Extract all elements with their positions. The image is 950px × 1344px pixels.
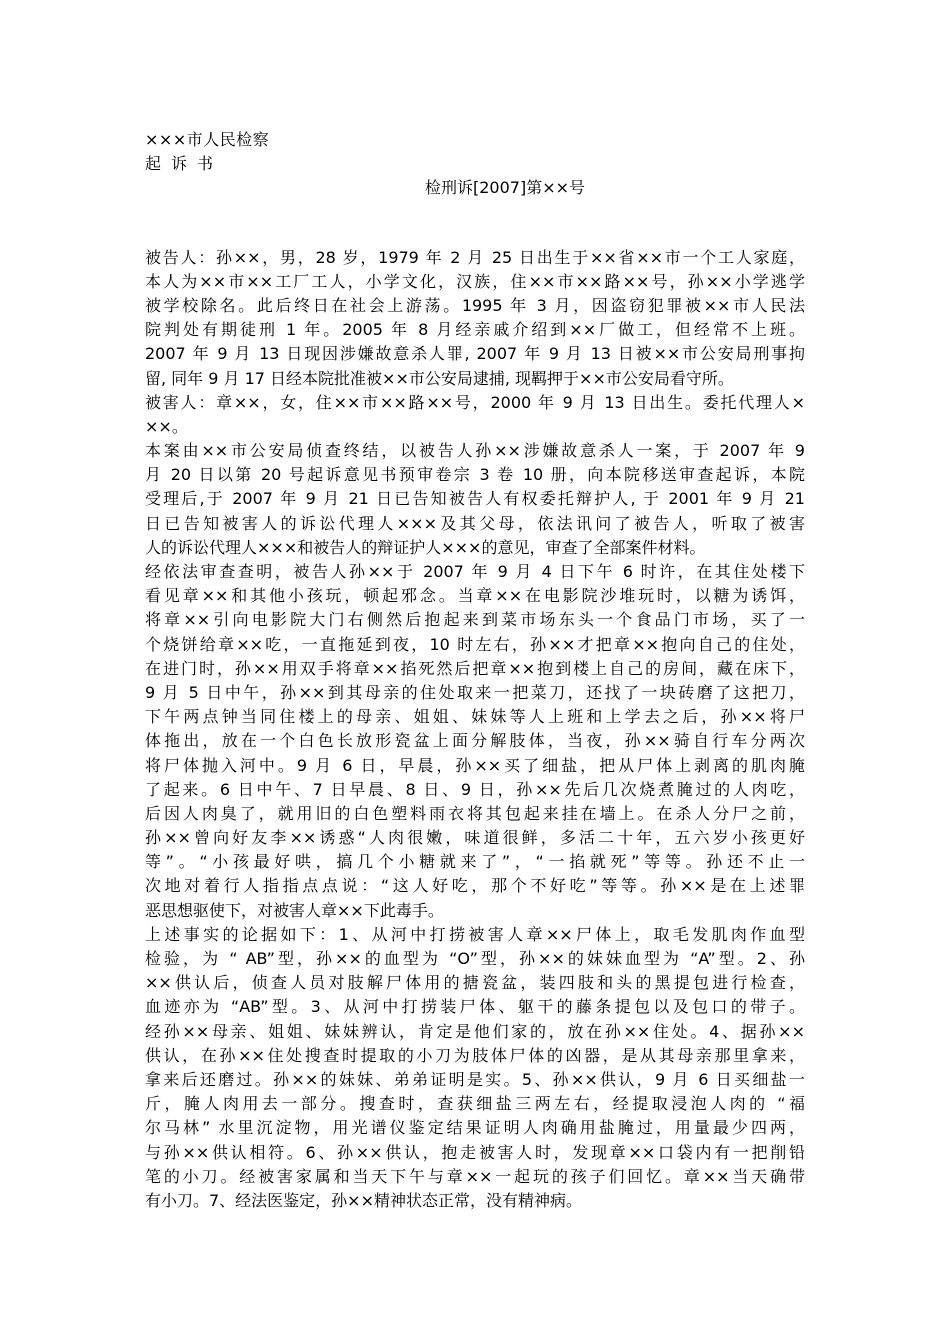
text-line: 将章××引向电影院大门右侧然后抱起来到菜市场东头一个食品门市场，买了一 [145,610,805,630]
text-line: 尔马林” 水里沉淀物，用光谱仪鉴定结果证明人肉确用盐腌过，用量最少四两， [145,1118,805,1138]
paragraph-facts [145,560,805,923]
text-line: 将尸体抛入河中。9 月 6 日，早晨，孙××买了细盐，把从尸体上剥离的肌肉腌 [145,755,805,775]
text-line: 日已告知被害人的诉讼代理人×××及其父母，依法讯问了被告人，听取了被害 [145,513,805,533]
text-line: 笔的小刀。经被害家属和当天下午与章××一起玩的孩子们回忆。章××当天确带 [145,1166,805,1186]
text-line: 与孙××供认相符。6、孙××供认，抱走被害人时，发现章××口袋内有一把削铅 [145,1142,805,1162]
text-line: 有小刀。7、经法医鉴定，孙××精神状态正常，没有精神病。 [145,1190,582,1210]
text-line: 在进门时，孙××用双手将章××掐死然后把章××抱到楼上自己的房间，藏在床下， [145,658,805,678]
text-line: 检验，为 “ AB”型，孙××的血型为 “O”型，孙××的妹妹血型为 “A”型。2、孙 [145,949,805,968]
text-line: 血迹亦为 “AB”型。3、从河中打捞装尸体、躯干的藤条提包以及包口的带子。 [145,997,805,1017]
text-line: 后因人肉臭了，就用旧的白色塑料雨衣将其包起来挂在墙上。在杀人分尸之前， [145,803,805,823]
document-body [145,128,805,1213]
paragraph-evidence [145,923,805,1213]
paragraph-victim [145,391,805,439]
text-line: 受理后,于 2007 年 9 月 21 日已告知被告人有权委托辩护人, 于 2001 年 9 月 21 [145,489,805,509]
text-line: 下午两点钟当同住楼上的母亲、姐姐、妹妹等人上班和上学去之后，孙××将尸 [145,707,805,727]
organization-name: ×××市人民检察 [145,130,270,149]
text-line: 人的诉讼代理人×××和被告人的辩证护人×××的意见，审查了全部案件材料。 [145,537,706,557]
text-line: 经孙××母亲、姐姐、妹妹辨认，肯定是他们家的，放在孙××住处。4、据孙×× [145,1021,805,1041]
text-line: 9 月 5 日中午，孙××到其母亲的住处取来一把菜刀，还找了一块砖磨了这把刀， [145,682,805,702]
text-line: ××。 [145,416,188,436]
text-line: 个烧饼给章××吃，一直拖延到夜，10 时左右，孙××才把章××抱向自己的住处， [145,634,805,654]
text-line: 被学校除名。此后终日在社会上游荡。1995 年 3 月，因盗窃犯罪被××市人民法 [145,295,805,315]
text-line: 孙××曾向好友李××诱惑“人肉很嫩，味道很鲜，多活二十年，五六岁小孩更好 [145,828,805,848]
paragraph-case-origin [145,439,805,560]
text-line: 经依法审查查明，被告人孙××于 2007 年 9 月 4 日下午 6 时许，在其住处楼下 [145,562,805,581]
text-line: ××供认后，侦查人员对肢解尸体用的搪瓷盆，装四肢和头的黑提包进行检查， [145,973,805,993]
text-line: 看见章××和其他小孩玩，顿起邪念。当章××在电影院沙堆玩时，以糖为诱饵， [145,586,805,606]
text-line: 了起来。6 日中午、7 日早晨、8 日、9 日，孙××先后几次烧煮腌过的人肉吃， [145,779,805,799]
text-line: 留, 同年 9 月 17 日经本院批准被××市公安局逮捕, 现羁押于××市公安局看守所。 [145,368,734,388]
text-line: 等”。“小孩最好哄，搞几个小糖就来了”，“一掐就死”等等。孙还不止一 [145,852,805,872]
paragraph-defendant [145,246,805,391]
text-line: 上述事实的论据如下：1、从河中打捞被害人章××尸体上，取毛发肌肉作血型 [145,924,805,944]
document-type: 起诉书 [145,154,224,174]
text-line: 供认，在孙××住处搜查时提取的小刀为肢体尸体的凶器，是从其母亲那里拿来， [145,1045,805,1065]
text-line: 月 20 日以第 20 号起诉意见书预审卷宗 3 卷 10 册，向本院移送审查起诉，本院 [145,465,805,485]
document-paragraphs [145,246,805,1214]
blank-spacer [145,201,805,246]
document-number: 检刑诉[2007]第××号 [424,178,586,198]
text-line: 本案由××市公安局侦查终结，以被告人孙××涉嫌故意杀人一案，于 2007 年 9 [145,441,805,461]
text-line: 斤，腌人肉用去一部分。搜查时，查获细盐三两左右，经提取浸泡人肉的 “福 [145,1094,805,1114]
text-line: 本人为××市××工厂工人，小学文化，汉族，住××市××路××号，孙××小学逃学 [145,271,805,291]
text-line: 拿来后还磨过。孙××的妹妹、弟弟证明是实。5、孙××供认，9 月 6 日买细盐一 [145,1069,805,1089]
text-line: 2007 年 9 月 13 日现因涉嫌故意杀人罪, 2007 年 9 月 13 日被××市公安局刑事拘 [145,344,805,364]
text-line: 被告人：孙××，男，28 岁，1979 年 2 月 25 日出生于××省××市一个工人家庭， [145,247,805,267]
text-line: 院判处有期徒刑 1 年。2005 年 8 月经亲戚介绍到××厂做工，但经常不上班。 [145,320,805,340]
text-line: 被害人：章××，女，住××市××路××号，2000 年 9 月 13 日出生。委托代理人× [145,392,805,412]
text-line: 体拖出，放在一个白色长放形瓷盆上面分解肢体，当夜，孙××骑自行车分两次 [145,731,805,751]
text-line: 次地对着行人指指点点说：“这人好吃，那个不好吃”等等。孙××是在上述罪 [145,876,805,896]
text-line: 恶思想驱使下，对被害人章××下此毒手。 [145,900,444,920]
